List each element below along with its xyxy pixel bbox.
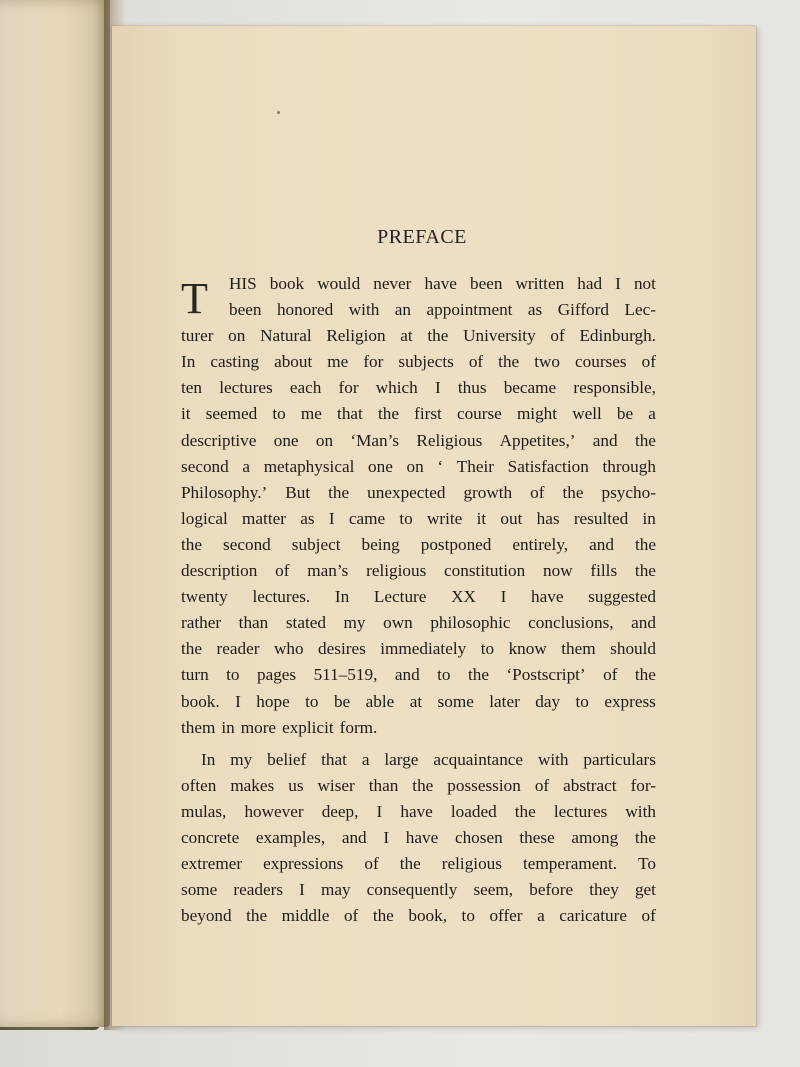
text-line: been honored with an appointment as Gifford Lec-: [229, 300, 656, 320]
text-line: turn to pages 511–519, and to the ‘Postscript’ of the: [181, 665, 656, 685]
left-page: [0, 0, 110, 1027]
body-text: [181, 271, 656, 929]
text-line: In my belief that a large acquaintance with particulars: [201, 749, 656, 769]
text-line: In casting about me for subjects of the two courses of: [181, 352, 656, 372]
text-line: descriptive one on ‘Man’s Religious Appetites,’ and the: [181, 430, 656, 450]
text-line: the reader who desires immediately to know them should: [181, 639, 656, 659]
text-line: HIS book would never have been written had I not: [229, 274, 656, 293]
text-line: extremer expressions of the religious temperament. To: [181, 854, 656, 874]
text-line: mulas, however deep, I have loaded the lectures with: [181, 801, 656, 821]
text-line: rather than stated my own philosophic conclusions, and: [181, 613, 656, 633]
text-line: second a metaphysical one on ‘ Their Satisfaction through: [181, 456, 656, 476]
text-line: often makes us wiser than the possession of abstract for-: [181, 775, 656, 795]
text-line: Philosophy.’ But the unexpected growth of the psycho-: [181, 482, 656, 502]
text-line: description of man’s religious constitution now fills the: [181, 561, 656, 581]
text-line: concrete examples, and I have chosen these among the: [181, 827, 656, 847]
text-line: ten lectures each for which I thus became responsible,: [181, 378, 656, 398]
drop-cap: T: [181, 274, 208, 323]
paragraph-2: [181, 747, 656, 930]
text-line: the second subject being postponed entirely, and the: [181, 534, 656, 554]
text-line: twenty lectures. In Lecture XX I have suggested: [181, 587, 656, 607]
text-line: book. I hope to be able at some later day to express: [181, 691, 656, 711]
page-title: PREFACE: [377, 226, 467, 248]
paragraph-1: [181, 271, 656, 741]
text-line: them in more explicit form.: [181, 717, 378, 737]
text-line: logical matter as I came to write it out has resulted in: [181, 508, 656, 528]
text-line: turer on Natural Religion at the University of Edinburgh.: [181, 326, 656, 346]
text-line: some readers I may consequently seem, before they get: [181, 880, 656, 900]
text-line: beyond the middle of the book, to offer a caricature of: [181, 906, 656, 926]
text-line: it seemed to me that the first course might well be a: [181, 404, 656, 424]
paper-speck: [277, 111, 280, 114]
